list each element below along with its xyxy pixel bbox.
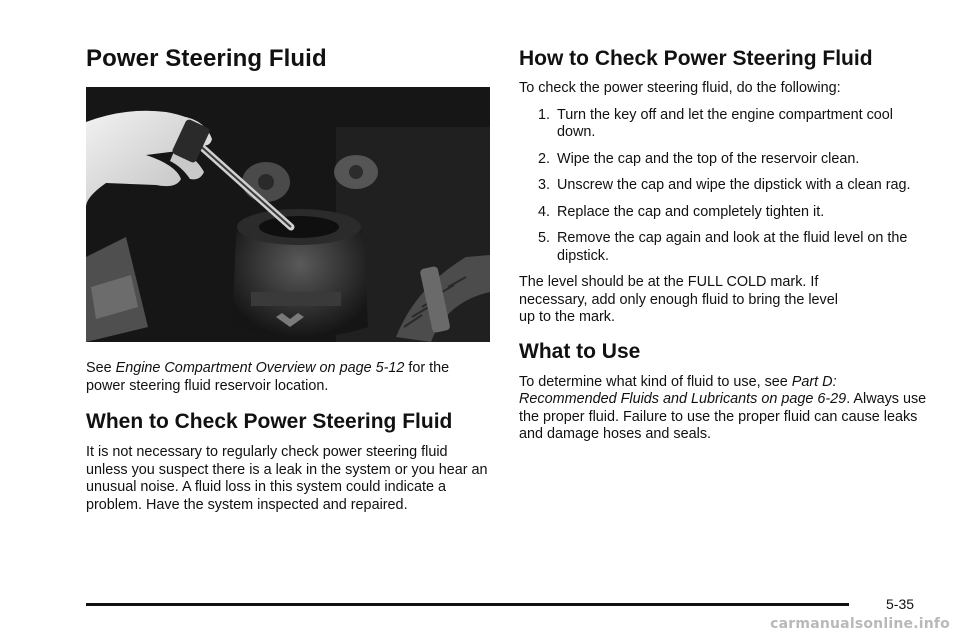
photo-caption [86, 360, 492, 395]
right-column [519, 44, 929, 444]
what-suffix: . Always use the proper fluid. Failure to use the proper fluid can cause leaks and damage hoses and seals. [519, 391, 927, 442]
page-number: 5-35 [886, 596, 915, 612]
when-body: It is not necessary to regularly check power steering fluid unless you suspect there is a leak in the system or you hear an unusual noise. A fluid loss in this system could indicate a problem. Have the system inspected and repaired. [86, 444, 488, 513]
engine-compartment-link[interactable]: Engine Compartment Overview on page 5-12 [115, 360, 405, 376]
list-item: 2. Wipe the cap and the top of the reservoir clean. [537, 150, 860, 167]
footer-rule [86, 603, 849, 606]
caption-prefix: See [86, 360, 116, 376]
reservoir-photo [86, 87, 490, 342]
how-intro: To check the power steering fluid, do the following: [519, 80, 841, 96]
level-text: The level should be at the FULL COLD mark. If necessary, add only enough fluid to bring the level up to the mark. [519, 274, 838, 325]
page-title: Power Steering Fluid [86, 45, 327, 72]
list-item: 4. Replace the cap and completely tighten it. [537, 203, 825, 220]
what-heading: What to Use [519, 339, 641, 363]
list-item: 1. Turn the key off and let the engine compartment cool down. [537, 106, 893, 140]
steps-list [519, 107, 929, 266]
what-prefix: To determine what kind of fluid to use, see [519, 373, 792, 390]
when-heading: When to Check Power Steering Fluid [86, 410, 453, 433]
watermark: carmanualsonline.info [770, 616, 950, 632]
caption-suffix: for the power steering fluid reservoir location. [86, 360, 450, 394]
list-item: 5. Remove the cap again and look at the fluid level on the dipstick. [537, 230, 908, 264]
what-body [519, 374, 929, 444]
list-item: 3. Unscrew the cap and wipe the dipstick with a clean rag. [537, 177, 911, 193]
how-heading: How to Check Power Steering Fluid [519, 47, 873, 70]
left-column [86, 44, 492, 514]
recommended-fluids-link[interactable]: Part D: Recommended Fluids and Lubricants on page 6-29 [519, 373, 847, 407]
